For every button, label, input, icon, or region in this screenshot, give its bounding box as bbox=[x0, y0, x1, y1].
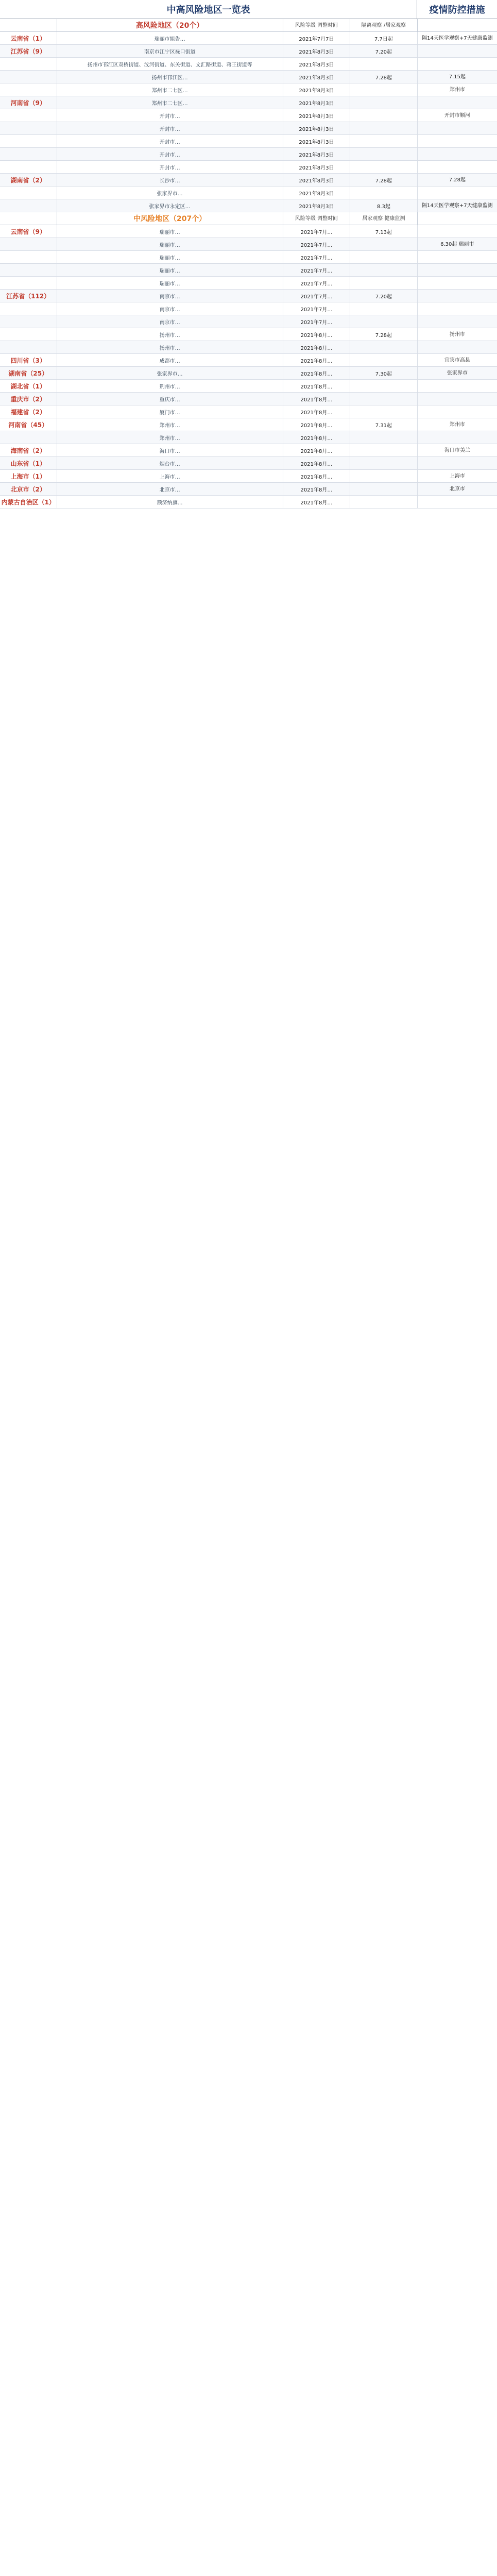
measure-cell bbox=[418, 58, 497, 70]
area-cell: 开封市… bbox=[57, 148, 283, 160]
date2-cell bbox=[350, 109, 417, 122]
measure-cell bbox=[418, 457, 497, 469]
date-cell: 2021年8月… bbox=[283, 457, 350, 469]
date-cell: 2021年8月3日 bbox=[283, 122, 350, 134]
area-cell: 瑞丽市… bbox=[57, 251, 283, 263]
area-cell: 开封市… bbox=[57, 122, 283, 134]
area-cell: 重庆市… bbox=[57, 393, 283, 405]
date-cell: 2021年8月… bbox=[283, 341, 350, 353]
date2-cell bbox=[350, 444, 417, 456]
date-cell: 2021年8月3日 bbox=[283, 109, 350, 122]
date-cell: 2021年8月3日 bbox=[283, 174, 350, 186]
province-cell bbox=[0, 58, 57, 70]
province-cell bbox=[0, 71, 57, 83]
measure-cell bbox=[418, 45, 497, 57]
date2-cell: 7.7日起 bbox=[350, 32, 417, 44]
table-row bbox=[0, 238, 497, 251]
area-cell: 开封市… bbox=[57, 135, 283, 147]
measure-cell bbox=[418, 315, 497, 328]
date2-cell: 7.28起 bbox=[350, 328, 417, 341]
date2-cell bbox=[350, 251, 417, 263]
date2-cell bbox=[350, 187, 417, 199]
measure-cell bbox=[418, 405, 497, 418]
table-row bbox=[0, 264, 497, 277]
date2-cell bbox=[350, 341, 417, 353]
area-cell: 上海市… bbox=[57, 470, 283, 482]
province-cell bbox=[0, 251, 57, 263]
table-row bbox=[0, 380, 497, 393]
table-row bbox=[0, 58, 497, 71]
measure-cell: 宜宾市高县 bbox=[444, 357, 470, 363]
date2-cell: 7.30起 bbox=[350, 367, 417, 379]
province-cell: 湖北省（1） bbox=[0, 380, 57, 392]
date2-cell bbox=[350, 277, 417, 289]
province-cell: 重庆市（2） bbox=[0, 393, 57, 405]
date2-cell bbox=[350, 496, 417, 508]
province-cell bbox=[0, 431, 57, 444]
table-row bbox=[0, 431, 497, 444]
date2-cell bbox=[350, 238, 417, 250]
table-row bbox=[0, 109, 497, 122]
measure-cell bbox=[418, 264, 497, 276]
date2-cell bbox=[350, 302, 417, 315]
page-title: 中高风险地区一览表 bbox=[0, 0, 417, 19]
date2-cell bbox=[350, 405, 417, 418]
measure-cell: 隔14天医学观察+7天健康监测 bbox=[422, 35, 493, 41]
measure-cell bbox=[418, 341, 497, 353]
province-cell bbox=[0, 187, 57, 199]
date-cell: 2021年8月… bbox=[283, 380, 350, 392]
date2-cell bbox=[350, 83, 417, 96]
measure-cell: 扬州市 bbox=[449, 331, 465, 337]
measure-cell bbox=[418, 302, 497, 315]
area-cell: 开封市… bbox=[57, 109, 283, 122]
province-cell bbox=[0, 122, 57, 134]
province-cell: 河南省（45） bbox=[0, 418, 57, 431]
province-cell bbox=[0, 341, 57, 353]
province-cell bbox=[0, 277, 57, 289]
table-row bbox=[0, 199, 497, 212]
table-row bbox=[0, 457, 497, 470]
measure-cell bbox=[418, 380, 497, 392]
province-cell: 江苏省（9） bbox=[0, 45, 57, 57]
date-cell: 2021年8月… bbox=[283, 367, 350, 379]
area-cell: 额济纳旗… bbox=[57, 496, 283, 508]
date-cell: 2021年8月… bbox=[283, 393, 350, 405]
measure-cell bbox=[418, 187, 497, 199]
province-cell bbox=[0, 302, 57, 315]
date2-cell: 8.3起 bbox=[350, 199, 417, 212]
province-cell: 湖南省（25） bbox=[0, 367, 57, 379]
measure-cell bbox=[418, 225, 497, 238]
date-cell: 2021年8月… bbox=[283, 483, 350, 495]
date2-cell bbox=[350, 380, 417, 392]
measure-cell: 郑州市 bbox=[449, 421, 465, 428]
date2-cell bbox=[350, 148, 417, 160]
date2-cell bbox=[350, 354, 417, 366]
area-cell: 郑州市… bbox=[57, 418, 283, 431]
area-cell: 南京市… bbox=[57, 302, 283, 315]
measures-title: 疫情防控措施 bbox=[429, 5, 485, 15]
date-cell: 2021年7月… bbox=[283, 251, 350, 263]
measure-cell bbox=[418, 277, 497, 289]
area-cell: 瑞丽市姐告… bbox=[57, 32, 283, 44]
province-cell: 上海市（1） bbox=[0, 470, 57, 482]
measure-cell bbox=[418, 290, 497, 302]
date-cell: 2021年8月3日 bbox=[283, 83, 350, 96]
measure-cell bbox=[418, 148, 497, 160]
date-cell: 2021年8月… bbox=[283, 328, 350, 341]
date-cell: 2021年7月… bbox=[283, 225, 350, 238]
table-row bbox=[0, 354, 497, 367]
header-row bbox=[0, 0, 497, 19]
high-risk-table bbox=[0, 32, 497, 212]
table-row bbox=[0, 187, 497, 199]
area-cell: 扬州市… bbox=[57, 341, 283, 353]
date-cell: 2021年8月3日 bbox=[283, 199, 350, 212]
high-risk-date2-header: 隔离观察 /居家观察 bbox=[350, 19, 417, 31]
area-cell: 扬州市邗江区… bbox=[57, 71, 283, 83]
date-cell: 2021年8月3日 bbox=[283, 96, 350, 109]
high-risk-title: 高风险地区（20个） bbox=[57, 19, 283, 31]
date-cell: 2021年7月… bbox=[283, 277, 350, 289]
table-row bbox=[0, 470, 497, 483]
date-cell: 2021年8月… bbox=[283, 470, 350, 482]
table-row bbox=[0, 367, 497, 380]
date-cell: 2021年7月… bbox=[283, 315, 350, 328]
date-cell: 2021年8月3日 bbox=[283, 71, 350, 83]
table-row bbox=[0, 251, 497, 264]
measure-cell bbox=[418, 393, 497, 405]
province-cell bbox=[0, 161, 57, 173]
date2-cell bbox=[350, 393, 417, 405]
table-row bbox=[0, 328, 497, 341]
province-cell: 江苏省（112） bbox=[0, 290, 57, 302]
measure-cell: 张家界市 bbox=[447, 370, 468, 376]
table-row bbox=[0, 45, 497, 58]
area-cell: 长沙市… bbox=[57, 174, 283, 186]
area-cell: 瑞丽市… bbox=[57, 277, 283, 289]
table-row bbox=[0, 302, 497, 315]
area-cell: 成都市… bbox=[57, 354, 283, 366]
table-row bbox=[0, 148, 497, 161]
measure-cell: 7.15起 bbox=[449, 74, 466, 80]
table-row bbox=[0, 135, 497, 148]
date2-cell bbox=[350, 161, 417, 173]
date-cell: 2021年8月3日 bbox=[283, 135, 350, 147]
province-cell: 云南省（9） bbox=[0, 225, 57, 238]
area-cell: 瑞丽市… bbox=[57, 264, 283, 276]
date2-cell bbox=[350, 431, 417, 444]
date2-cell bbox=[350, 470, 417, 482]
table-row bbox=[0, 225, 497, 238]
province-cell: 山东省（1） bbox=[0, 457, 57, 469]
date-cell: 2021年8月… bbox=[283, 444, 350, 456]
measure-cell bbox=[418, 96, 497, 109]
date2-cell: 7.20起 bbox=[350, 45, 417, 57]
province-cell bbox=[0, 83, 57, 96]
province-cell bbox=[0, 109, 57, 122]
area-cell: 南京市… bbox=[57, 315, 283, 328]
table-row bbox=[0, 393, 497, 405]
province-cell bbox=[0, 315, 57, 328]
province-cell: 湖南省（2） bbox=[0, 174, 57, 186]
mid-risk-title: 中风险地区（207个） bbox=[57, 212, 283, 225]
table-row bbox=[0, 71, 497, 83]
date2-cell: 7.31起 bbox=[350, 418, 417, 431]
date-cell: 2021年8月3日 bbox=[283, 148, 350, 160]
table-row bbox=[0, 444, 497, 457]
table-row bbox=[0, 418, 497, 431]
province-cell bbox=[0, 135, 57, 147]
mid-risk-date-header: 风险等级 调整时间 bbox=[283, 212, 350, 225]
table-row bbox=[0, 277, 497, 290]
mid-risk-section-header bbox=[0, 212, 497, 225]
province-cell bbox=[0, 238, 57, 250]
area-cell: 北京市… bbox=[57, 483, 283, 495]
measure-cell bbox=[418, 161, 497, 173]
table-row bbox=[0, 96, 497, 109]
table-row bbox=[0, 122, 497, 135]
measure-cell: 6.30起 瑞丽市 bbox=[440, 241, 474, 247]
area-cell: 瑞丽市… bbox=[57, 225, 283, 238]
date-cell: 2021年8月3日 bbox=[283, 45, 350, 57]
date-cell: 2021年8月3日 bbox=[283, 58, 350, 70]
date-cell: 2021年8月3日 bbox=[283, 187, 350, 199]
high-risk-section-header bbox=[0, 19, 497, 32]
table-row bbox=[0, 161, 497, 174]
area-cell: 扬州市邗江区双桥街道、汶河街道、东关街道、文汇路街道、蒋王街道等 bbox=[57, 58, 283, 70]
date2-cell bbox=[350, 483, 417, 495]
measure-cell: 隔14天医学观察+7天健康监测 bbox=[422, 202, 493, 209]
area-cell: 烟台市… bbox=[57, 457, 283, 469]
area-cell: 海口市… bbox=[57, 444, 283, 456]
date-cell: 2021年8月… bbox=[283, 431, 350, 444]
province-cell bbox=[0, 199, 57, 212]
measure-cell bbox=[418, 431, 497, 444]
area-cell: 郑州市二七区… bbox=[57, 96, 283, 109]
area-cell: 南京市… bbox=[57, 290, 283, 302]
table-row bbox=[0, 341, 497, 354]
measure-cell: 郑州市 bbox=[449, 87, 465, 93]
date2-cell bbox=[350, 58, 417, 70]
province-cell: 内蒙古自治区（1） bbox=[0, 496, 57, 508]
province-cell: 四川省（3） bbox=[0, 354, 57, 366]
date-cell: 2021年7月… bbox=[283, 238, 350, 250]
measure-cell: 北京市 bbox=[449, 486, 465, 492]
measure-cell: 上海市 bbox=[449, 473, 465, 479]
date2-cell bbox=[350, 135, 417, 147]
province-cell bbox=[0, 264, 57, 276]
date2-cell bbox=[350, 264, 417, 276]
date-cell: 2021年7月… bbox=[283, 302, 350, 315]
date-cell: 2021年8月3日 bbox=[283, 161, 350, 173]
area-cell: 郑州市… bbox=[57, 431, 283, 444]
area-cell: 张家界市… bbox=[57, 187, 283, 199]
table-row bbox=[0, 32, 497, 45]
area-cell: 张家界市永定区… bbox=[57, 199, 283, 212]
date-cell: 2021年8月… bbox=[283, 354, 350, 366]
mid-risk-table bbox=[0, 225, 497, 509]
table-row bbox=[0, 496, 497, 509]
mid-risk-date2-header: 居家观察 健康监测 bbox=[350, 212, 417, 225]
table-row bbox=[0, 483, 497, 496]
date2-cell bbox=[350, 96, 417, 109]
table-row bbox=[0, 315, 497, 328]
date-cell: 2021年8月… bbox=[283, 496, 350, 508]
area-cell: 厦门市… bbox=[57, 405, 283, 418]
area-cell: 荆州市… bbox=[57, 380, 283, 392]
measure-cell bbox=[418, 496, 497, 508]
date2-cell bbox=[350, 315, 417, 328]
area-cell: 瑞丽市… bbox=[57, 238, 283, 250]
high-risk-date-header: 风险等级 调整时间 bbox=[283, 19, 350, 31]
area-cell: 扬州市… bbox=[57, 328, 283, 341]
date-cell: 2021年7月… bbox=[283, 264, 350, 276]
measure-cell: 7.28起 bbox=[449, 177, 466, 183]
date2-cell bbox=[350, 457, 417, 469]
measure-cell: 海口市美兰 bbox=[444, 447, 470, 453]
province-cell: 北京市（2） bbox=[0, 483, 57, 495]
table-row bbox=[0, 174, 497, 187]
date2-cell: 7.20起 bbox=[350, 290, 417, 302]
area-cell: 张家界市… bbox=[57, 367, 283, 379]
province-cell: 河南省（9） bbox=[0, 96, 57, 109]
date-cell: 2021年7月… bbox=[283, 290, 350, 302]
measure-cell bbox=[418, 135, 497, 147]
area-cell: 南京市江宁区禄口街道 bbox=[57, 45, 283, 57]
table-row bbox=[0, 83, 497, 96]
area-cell: 郑州市二七区… bbox=[57, 83, 283, 96]
date2-cell: 7.28起 bbox=[350, 174, 417, 186]
province-cell: 海南省（2） bbox=[0, 444, 57, 456]
measure-cell: 开封市顺河 bbox=[444, 112, 470, 118]
area-cell: 开封市… bbox=[57, 161, 283, 173]
province-cell bbox=[0, 148, 57, 160]
date-cell: 2021年8月… bbox=[283, 405, 350, 418]
table-row bbox=[0, 290, 497, 302]
province-cell: 云南省（1） bbox=[0, 32, 57, 44]
measure-cell bbox=[418, 251, 497, 263]
date-cell: 2021年8月… bbox=[283, 418, 350, 431]
date2-cell: 7.28起 bbox=[350, 71, 417, 83]
measure-cell bbox=[418, 122, 497, 134]
date2-cell bbox=[350, 122, 417, 134]
date-cell: 2021年7月7日 bbox=[283, 32, 350, 44]
province-cell: 福建省（2） bbox=[0, 405, 57, 418]
province-cell bbox=[0, 328, 57, 341]
table-row bbox=[0, 405, 497, 418]
date2-cell: 7.13起 bbox=[350, 225, 417, 238]
